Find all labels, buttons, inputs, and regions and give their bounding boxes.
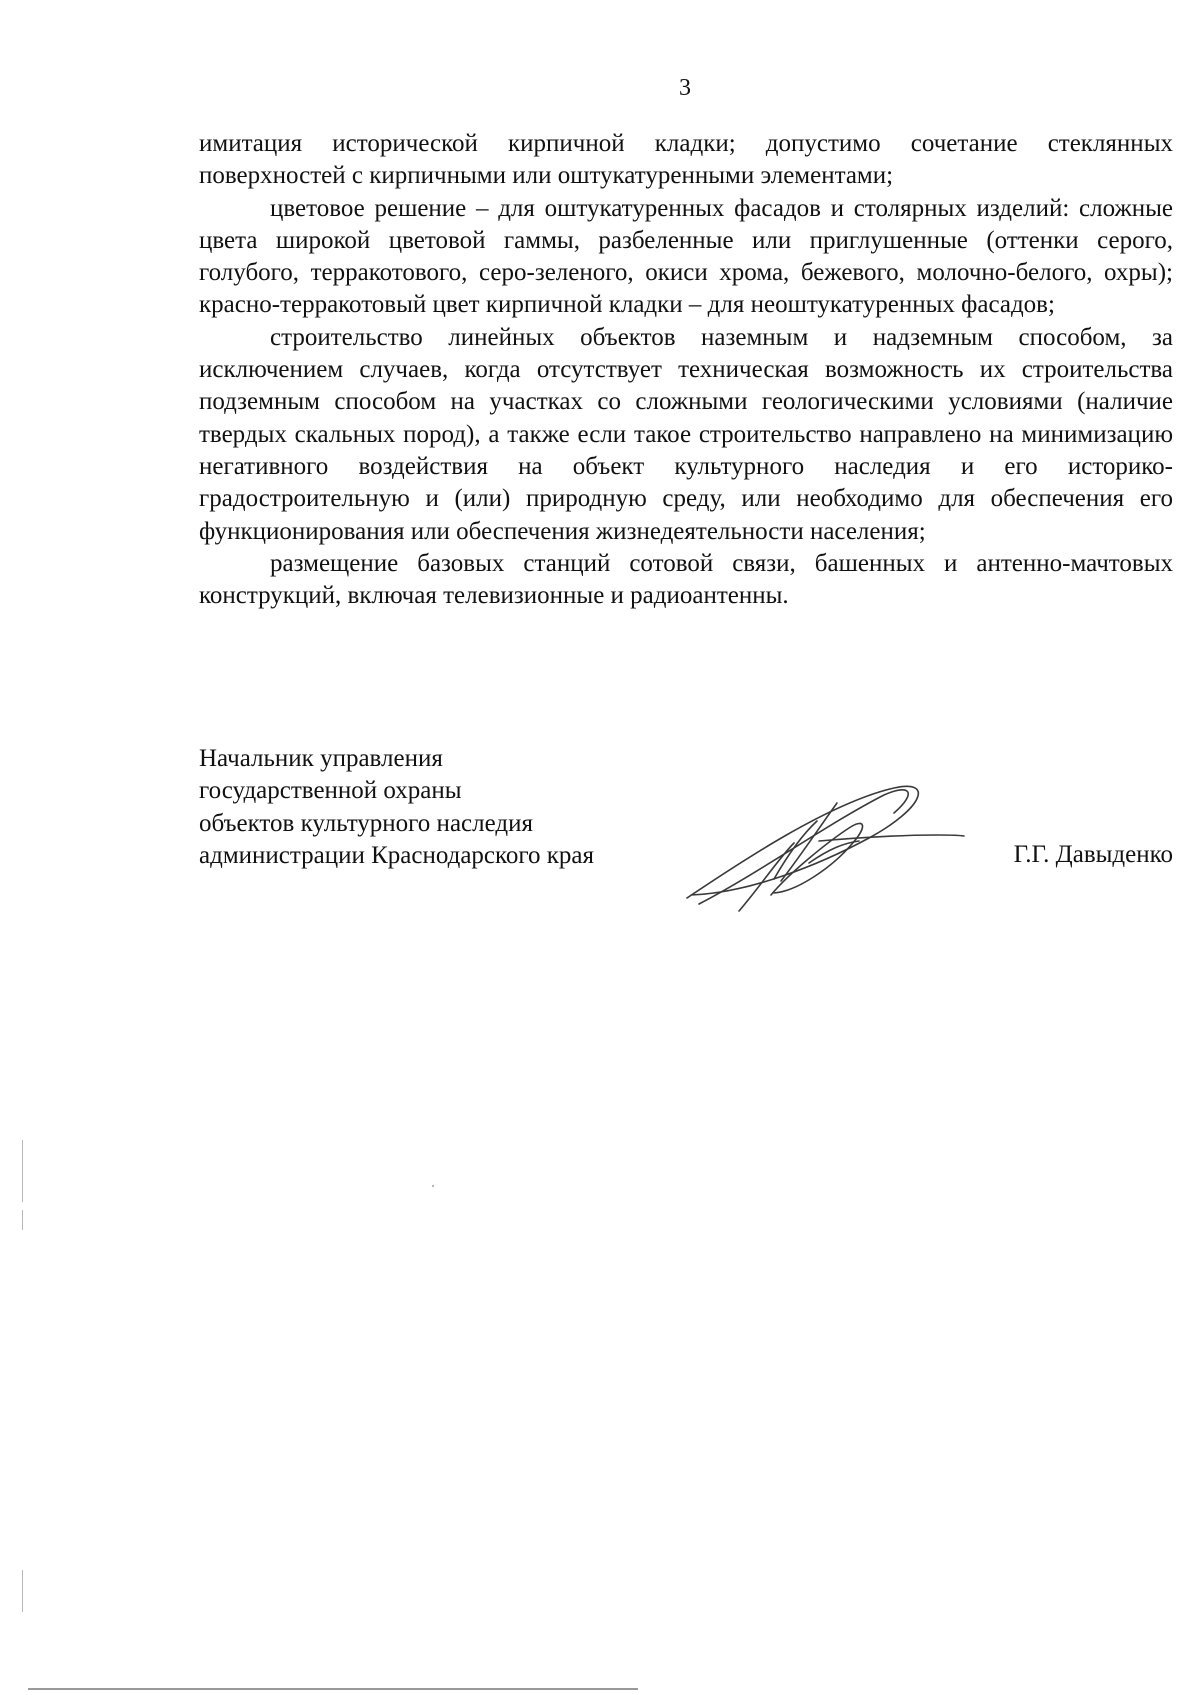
signer-title-line: объектов культурного наследия	[199, 809, 533, 837]
scan-bottom-edge	[28, 1688, 638, 1690]
handwritten-signature-icon	[679, 783, 979, 913]
paragraph-linear-objects: строительство линейных объектов наземным и надземным способом, за исключением случаев, когда отсутствует техническая возможность их строительства подземным способом на участках со сложными геологическими условиями (наличие твердых скальных пород), а также если такое строительство направлено на минимизацию негативного воздействия на объект культурного наследия и его историко-градостроительную и (или) природную среду, или необходимо для обеспечения его функционирования или обеспечения жизнедеятельности населения;	[199, 323, 1173, 545]
signer-title-line: администрации Краснодарского края	[199, 841, 595, 869]
paragraph-base-stations: размещение базовых станций сотовой связи, башенных и антенно-мачтовых конструкций, включая телевизионные и радиоантенны.	[199, 549, 1173, 610]
signer-title-line: Начальник управления	[199, 745, 443, 772]
body-text	[199, 128, 1173, 612]
paragraph-color-solution: цветовое решение – для оштукатуренных фасадов и столярных изделий: сложные цвета широкой цветовой гаммы, разбеленные или приглушенные (оттенки серого, голубого, терракотового, серо-зеленого, окиси хрома, бежевого, молочно-белого, охры); красно-терракотовый цвет кирпичной кладки – для неоштукатуренных фасадов;	[199, 194, 1173, 319]
scan-artifact-line	[22, 1140, 23, 1202]
scan-artifact-line	[22, 1210, 23, 1230]
signer-name: Г.Г. Давыденко	[1013, 841, 1173, 868]
signer-title-line: государственной охраны	[199, 777, 462, 805]
signer-title	[199, 743, 594, 872]
page-number: 3	[679, 75, 691, 101]
paragraph-continuation: имитация исторической кирпичной кладки; допустимо сочетание стеклянных поверхностей с кирпичными или оштукатуренными элементами;	[199, 130, 1173, 190]
scan-artifact-line	[22, 1570, 23, 1612]
scan-artifact-dot	[432, 1185, 434, 1187]
signature-block	[199, 743, 1173, 923]
